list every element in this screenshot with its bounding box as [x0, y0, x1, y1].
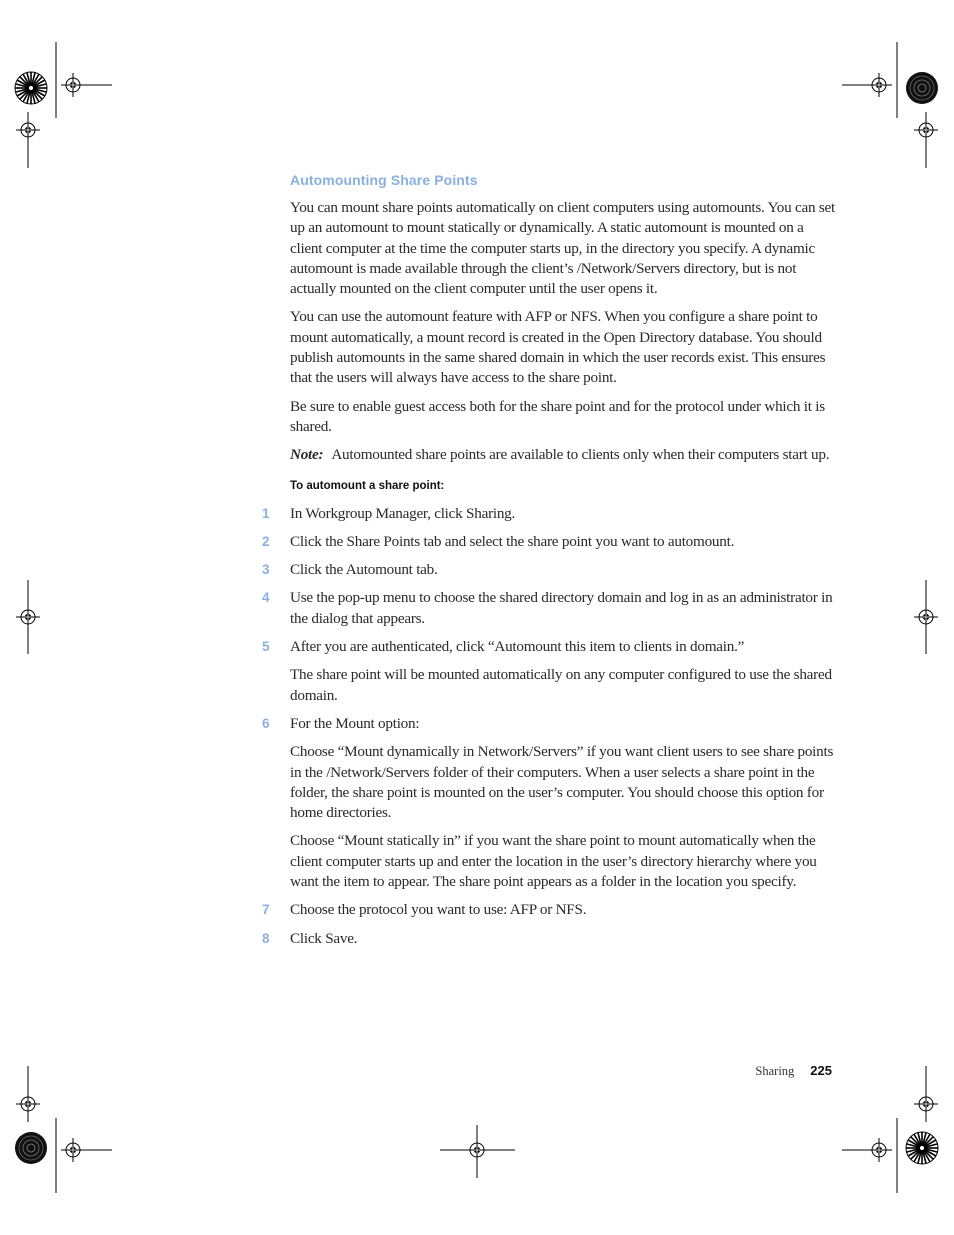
step-number: 1 — [262, 505, 270, 521]
step-text: After you are authenticated, click “Automount this item to clients in domain.” — [290, 638, 745, 656]
step-6 — [262, 714, 835, 734]
step-number: 2 — [262, 533, 270, 549]
step-7 — [262, 900, 835, 920]
guest-access-paragraph: Be sure to enable guest access both for the share point and for the protocol under which it is shared. — [290, 397, 825, 435]
note-label: Note: — [290, 446, 324, 464]
step-text: For the Mount option: — [290, 714, 420, 732]
step-number: 6 — [262, 715, 270, 731]
step-8 — [262, 929, 835, 949]
step-4 — [262, 588, 835, 629]
procedure-title: To automount a share point: — [290, 479, 445, 492]
step-3 — [262, 560, 835, 580]
step-1 — [262, 504, 835, 524]
step-text: Click the Automount tab. — [290, 561, 438, 579]
step-number: 5 — [262, 639, 270, 655]
step-number: 7 — [262, 902, 270, 918]
step-text: Click Save. — [290, 929, 358, 947]
note-text: Automounted share points are available to clients only when their computers start up. — [331, 446, 830, 464]
step-text: Click the Share Points tab and select the share point you want to automount. — [290, 532, 735, 550]
step-6-detail-dynamic: Choose “Mount dynamically in Network/Servers” if you want client users to see share points in the /Network/Servers folder of their computers. When a user selects a share point in the folder, the share point is mounted on the user’s computer. You should choose this option for home directories. — [290, 743, 834, 822]
automount-feature-paragraph: You can use the automount feature with AFP or NFS. When you configure a share point to mount automatically, a mount record is created in the Open Directory database. You should publish automounts in the same shared domain in which the user records exist. This ensures that the users will always have access to the share point. — [290, 308, 826, 387]
footer-chapter: Sharing — [755, 1064, 795, 1078]
section-heading: Automounting Share Points — [290, 172, 478, 188]
step-6-detail-static: Choose “Mount statically in” if you want the share point to mount automatically when the client computer starts up and enter the location in the user’s directory hierarchy where you want the item to appear. The share point appears as a folder in the location you specify. — [290, 832, 817, 891]
step-2 — [262, 532, 835, 552]
step-number: 3 — [262, 562, 270, 578]
step-number: 8 — [262, 930, 270, 946]
page-footer — [755, 1063, 832, 1079]
step-5-detail: The share point will be mounted automatically on any computer configured to use the shared domain. — [290, 666, 832, 704]
step-text: Use the pop-up menu to choose the shared directory domain and log in as an administrator in the dialog that appears. — [290, 589, 833, 627]
step-text: In Workgroup Manager, click Sharing. — [290, 504, 516, 522]
step-5 — [262, 637, 835, 657]
page-content — [262, 170, 835, 957]
page-number: 225 — [810, 1063, 832, 1078]
step-number: 4 — [262, 590, 270, 606]
intro-paragraph: You can mount share points automatically on client computers using automounts. You can set up an automount to mount statically or dynamically. A static automount is mounted on a client computer at the time the computer starts up, in the directory you specify. A dynamic automount is made available through the client’s /Network/Servers directory, but is not actually mounted on the client computer until the user opens it. — [290, 199, 835, 298]
note — [290, 445, 835, 465]
step-text: Choose the protocol you want to use: AFP or NFS. — [290, 901, 587, 919]
